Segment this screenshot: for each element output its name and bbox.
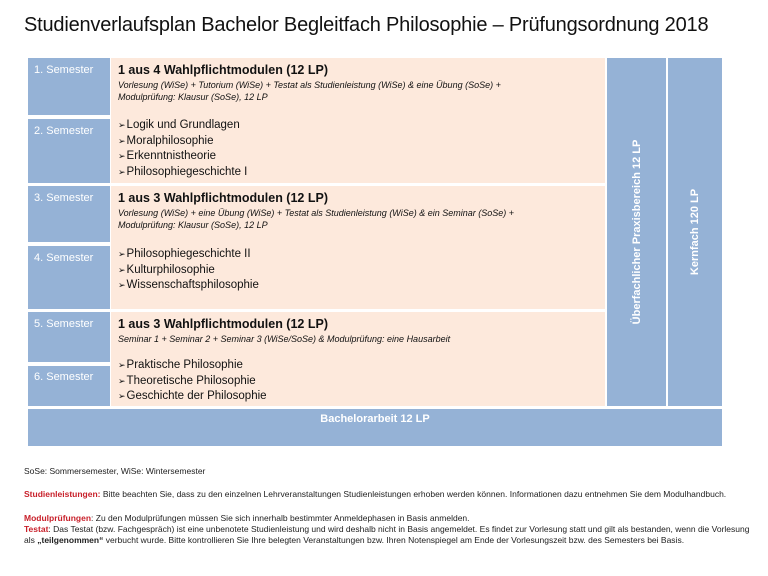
modulpruefungen-text: : Zu den Modulprüfungen müssen Sie sich innerhalb bestimmter Anmeldephasen in Basis anmelden. (91, 513, 470, 523)
list-item-label: Erkenntnistheorie (126, 150, 217, 162)
studienleistungen-label: Studienleistungen: (24, 489, 101, 499)
testat-text-end: verbucht wurde. Bitte kontrollieren Sie Ihre belegten Veranstaltungen bzw. Ihren Notenspiegel am Ende der Vorlesungszeit bzw. des Semesters bei Basis. (103, 535, 685, 545)
list-item (118, 389, 605, 405)
semester-4 (28, 246, 110, 309)
semester-label: 1. Semester (34, 64, 94, 76)
semester-label: 2. Semester (34, 125, 94, 137)
list-item-label: Philosophiegeschichte I (126, 165, 248, 178)
module-description-line: Modulprüfung: Klausur (SoSe), 12 LP (118, 92, 268, 102)
arrow-bullet-icon: ➢ (118, 280, 126, 290)
list-item (118, 149, 605, 165)
semester-3 (28, 186, 110, 242)
arrow-bullet-icon: ➢ (118, 375, 126, 386)
semester-label: 6. Semester (34, 371, 94, 383)
list-item-label: Theoretische Philosophie (126, 374, 256, 387)
list-item (118, 134, 605, 150)
module-description-line: Vorlesung (WiSe) + eine Übung (WiSe) + Testat als Studienleistung (WiSe) & ein Seminar (SoSe) + (118, 208, 515, 218)
module-description-line: Vorlesung (WiSe) + Tutorium (WiSe) + Testat als Studienleistung (WiSe) & eine Übung (SoSe) + (118, 80, 501, 90)
module-block-3 (111, 312, 605, 406)
arrow-bullet-icon: ➢ (118, 264, 126, 275)
module-description-line: Seminar 1 + Seminar 2 + Seminar 3 (WiSe/SoSe) & Modulprüfung: eine Hausarbeit (118, 334, 451, 344)
arrow-bullet-icon: ➢ (118, 120, 126, 130)
list-item (118, 165, 605, 181)
testat-text: : Das Testat (bzw. Fachgespräch) ist eine unbenotete Studienleistung und wird deshalb nicht in Basis angemeldet. Es findet zur Vorlesung statt und gilt als bestanden, wenn die Vorlesung als (24, 524, 750, 545)
list-item-label: Moralphilosophie (126, 134, 214, 147)
arrow-bullet-icon: ➢ (118, 360, 126, 370)
list-item (118, 247, 605, 263)
module-description (118, 79, 605, 103)
page-title: Studienverlaufsplan Bachelor Begleitfach Philosophie – Prüfungsordnung 2018 (24, 14, 709, 36)
testat-bold: „teilgenommen“ (37, 535, 104, 545)
module-heading: 1 aus 3 Wahlpflichtmodulen (12 LP) (118, 317, 328, 331)
list-item-label: Geschichte der Philosophie (126, 390, 267, 402)
ueberfachlicher-praxisbereich-label: Überfachlicher Praxisbereich 12 LP (630, 139, 643, 325)
kernfach-column (668, 58, 722, 406)
list-item-label: Logik und Grundlagen (126, 119, 240, 131)
module-heading: 1 aus 3 Wahlpflichtmodulen (12 LP) (118, 191, 328, 205)
semester-label: 3. Semester (34, 192, 94, 204)
list-item-label: Wissenschaftsphilosophie (126, 279, 259, 291)
module-list (118, 358, 605, 405)
list-item (118, 278, 605, 294)
list-item (118, 374, 605, 390)
module-block-1 (111, 58, 605, 183)
semester-label: 5. Semester (34, 318, 94, 330)
module-description-line: Modulprüfung: Klausur (SoSe), 12 LP (118, 220, 268, 230)
modulpruefungen-note (24, 513, 754, 524)
arrow-bullet-icon: ➢ (118, 135, 126, 146)
module-list (118, 118, 605, 180)
bachelorarbeit-bar (28, 409, 722, 446)
semester-1 (28, 58, 110, 115)
module-description (118, 333, 605, 345)
module-heading: 1 aus 4 Wahlpflichtmodulen (12 LP) (118, 63, 328, 77)
testat-label: Testat (24, 524, 49, 534)
bachelorarbeit-label: Bachelorarbeit 12 LP (320, 413, 430, 425)
semester-5 (28, 312, 110, 362)
ueberfachlicher-praxisbereich-column (607, 58, 666, 406)
module-description (118, 207, 605, 231)
arrow-bullet-icon: ➢ (118, 151, 126, 161)
module-block-2 (111, 186, 605, 309)
testat-note (24, 524, 754, 546)
list-item (118, 118, 605, 134)
studienleistungen-note (24, 489, 754, 500)
semester-label: 4. Semester (34, 252, 94, 264)
list-item (118, 263, 605, 279)
list-item-label: Kulturphilosophie (126, 263, 215, 276)
list-item-label: Philosophiegeschichte II (126, 248, 251, 260)
modulpruefungen-label: Modulprüfungen (24, 513, 92, 523)
studienleistungen-text: Bitte beachten Sie, dass zu den einzelnen Lehrveranstaltungen Studienleistungen erhoben werden können. Informationen dazu entnehmen Sie dem Modulhandbuch. (100, 489, 727, 499)
list-item (118, 358, 605, 374)
arrow-bullet-icon: ➢ (118, 166, 126, 177)
module-list (118, 247, 605, 294)
arrow-bullet-icon: ➢ (118, 249, 126, 259)
list-item-label: Praktische Philosophie (126, 359, 243, 371)
semester-6 (28, 366, 110, 406)
kernfach-label: Kernfach 120 LP (689, 188, 701, 276)
semester-2 (28, 119, 110, 183)
arrow-bullet-icon: ➢ (118, 391, 126, 401)
abbreviation-note: SoSe: Sommersemester, WiSe: Wintersemester (24, 466, 206, 476)
